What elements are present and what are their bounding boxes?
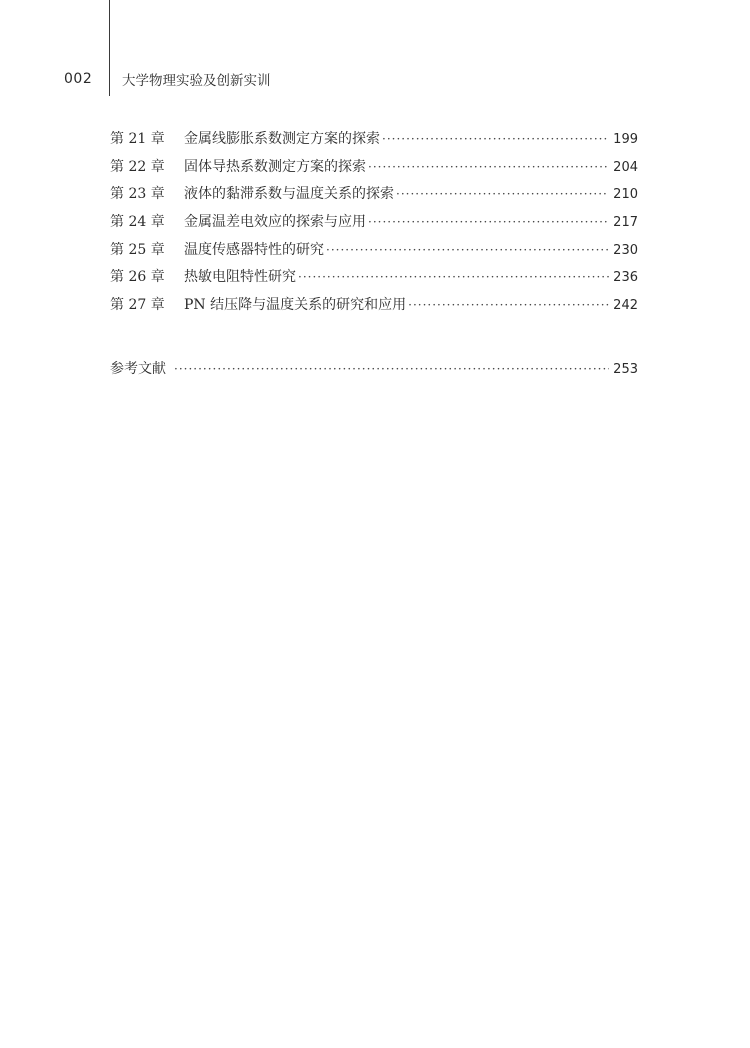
- dot-leader: [408, 298, 609, 312]
- page-reference: 242: [613, 298, 638, 314]
- chapter-number: 第 21 章: [110, 131, 165, 147]
- chapter-title: 液体的黏滞系数与温度关系的探索: [184, 186, 394, 203]
- book-title: 大学物理实验及创新实训: [122, 73, 271, 89]
- toc-entry-23[interactable]: [110, 183, 638, 211]
- chapter-number: 第 22 章: [110, 158, 165, 175]
- toc-entry-22[interactable]: [110, 156, 638, 184]
- table-of-contents: [110, 128, 638, 322]
- chapter-title: 金属温差电效应的探索与应用: [184, 214, 366, 231]
- dot-leader: [368, 215, 609, 229]
- page-reference: 253: [613, 362, 638, 377]
- chapter-title: 温度传感器特性的研究: [184, 241, 324, 258]
- chapter-title: 金属线膨胀系数测定方案的探索: [184, 131, 380, 147]
- toc-entry-26[interactable]: [110, 266, 638, 294]
- dot-leader: [174, 362, 609, 376]
- references-title: 参考文献: [110, 361, 166, 377]
- chapter-title: 固体导热系数测定方案的探索: [184, 158, 366, 175]
- chapter-number: 第 25 章: [110, 241, 165, 258]
- page-reference: 217: [613, 215, 638, 231]
- chapter-title: PN 结压降与温度关系的研究和应用: [184, 297, 407, 314]
- page-reference: 210: [613, 187, 638, 203]
- toc-entry-25[interactable]: [110, 239, 638, 267]
- page-reference: 236: [613, 270, 638, 286]
- dot-leader: [382, 132, 609, 146]
- toc-entry-21[interactable]: [110, 128, 638, 156]
- page-reference: 230: [613, 242, 638, 258]
- chapter-number: 第 27 章: [110, 297, 165, 314]
- dot-leader: [396, 187, 609, 201]
- toc-entry-27[interactable]: [110, 294, 638, 322]
- page-reference: 204: [613, 159, 638, 175]
- chapter-title: 热敏电阻特性研究: [184, 269, 296, 286]
- toc-entry-references[interactable]: [110, 358, 638, 378]
- page-reference: 199: [613, 132, 638, 147]
- dot-leader: [368, 160, 609, 174]
- chapter-number: 第 24 章: [110, 214, 165, 231]
- toc-entry-24[interactable]: [110, 211, 638, 239]
- dot-leader: [298, 270, 609, 284]
- page-number: 002: [64, 71, 93, 87]
- header-divider: [109, 0, 110, 96]
- chapter-number: 第 23 章: [110, 186, 165, 203]
- dot-leader: [326, 243, 609, 257]
- chapter-number: 第 26 章: [110, 269, 165, 286]
